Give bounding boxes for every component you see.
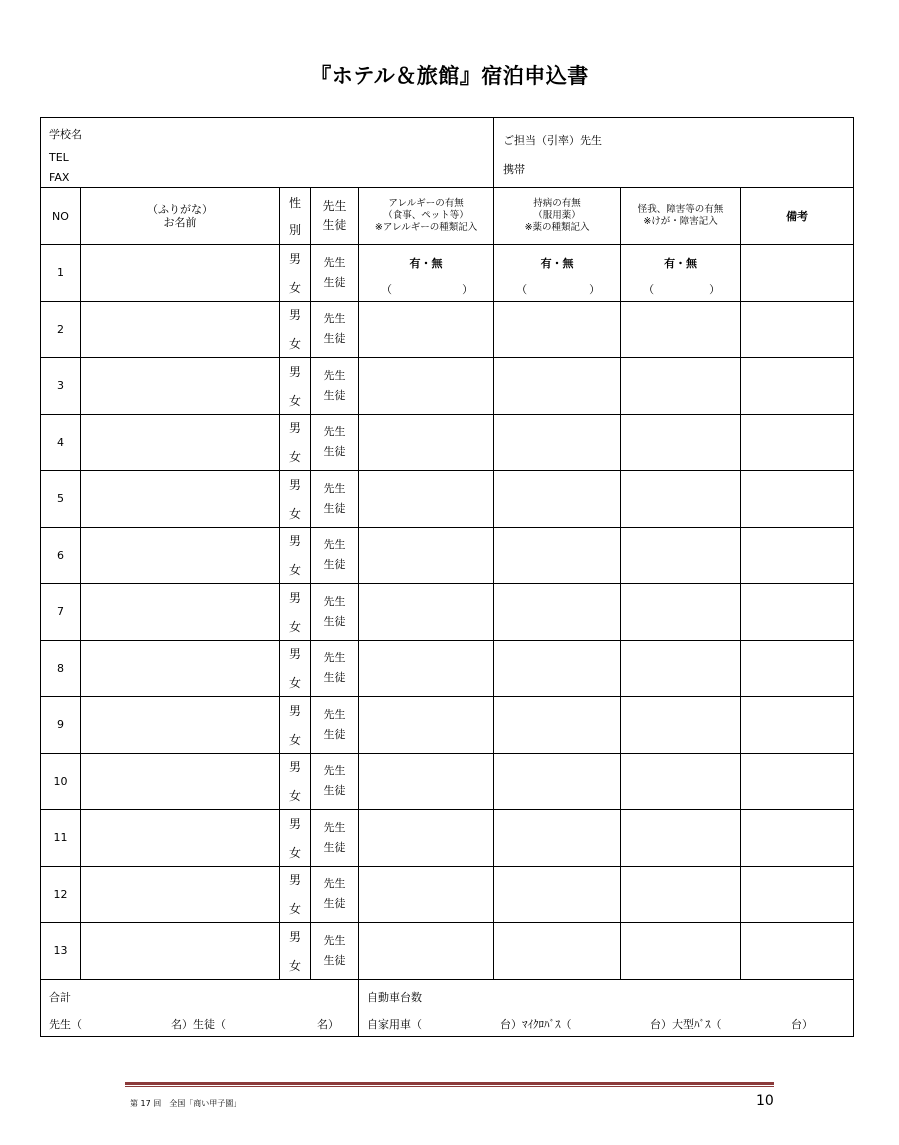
- sex-cell[interactable]: [280, 358, 311, 415]
- allergy-cell[interactable]: [359, 923, 494, 980]
- row-number: 7: [41, 584, 81, 641]
- role-cell[interactable]: [311, 810, 359, 867]
- row-number: 9: [41, 697, 81, 754]
- illness-paren-close: ）: [589, 283, 601, 297]
- name-cell[interactable]: [81, 753, 280, 810]
- sex-female[interactable]: 女: [288, 280, 301, 295]
- footer-event-name: 第 17 回 全国「商い甲子園」: [130, 1099, 242, 1108]
- injury-title: 怪我、障害等の有無: [637, 204, 724, 215]
- remarks-cell[interactable]: [741, 245, 854, 302]
- remarks-cell[interactable]: [741, 640, 854, 697]
- entry-rows: [41, 245, 854, 980]
- sex-cell[interactable]: [280, 810, 311, 867]
- illness-cell[interactable]: [494, 866, 621, 923]
- name-cell[interactable]: [81, 697, 280, 754]
- allergy-cell[interactable]: [359, 810, 494, 867]
- sex-cell[interactable]: [280, 753, 311, 810]
- illness-cell[interactable]: [494, 245, 621, 302]
- sex-female[interactable]: 女: [288, 619, 301, 634]
- injury-cell[interactable]: [621, 810, 741, 867]
- sex-female[interactable]: 女: [288, 337, 301, 352]
- table-row: [41, 301, 854, 358]
- footer-rule-thin: [125, 1086, 774, 1087]
- role-teacher[interactable]: 先生: [323, 651, 346, 665]
- allergy-cell[interactable]: [359, 414, 494, 471]
- table-row: [41, 358, 854, 415]
- injury-paren-open: （: [643, 283, 655, 297]
- mobile-label: 携帯: [503, 163, 526, 176]
- header-furigana: （ふりがな）: [147, 203, 213, 216]
- sex-cell[interactable]: [280, 584, 311, 641]
- sex-cell[interactable]: [280, 640, 311, 697]
- name-cell[interactable]: [81, 301, 280, 358]
- header-injury: [621, 188, 741, 245]
- sex-cell[interactable]: [280, 866, 311, 923]
- name-cell[interactable]: [81, 640, 280, 697]
- footer-rule-thick: [125, 1082, 774, 1085]
- table-row: [41, 640, 854, 697]
- sex-cell[interactable]: [280, 923, 311, 980]
- name-cell[interactable]: [81, 584, 280, 641]
- illness-cell[interactable]: [494, 697, 621, 754]
- row-number: 2: [41, 301, 81, 358]
- remarks-cell[interactable]: [741, 923, 854, 980]
- injury-cell[interactable]: [621, 414, 741, 471]
- header-sex-2: 別: [288, 223, 301, 237]
- allergy-cell[interactable]: [359, 640, 494, 697]
- name-cell[interactable]: [81, 414, 280, 471]
- sex-male[interactable]: 男: [288, 647, 301, 662]
- injury-cell[interactable]: [621, 866, 741, 923]
- name-cell[interactable]: [81, 471, 280, 528]
- sex-male[interactable]: 男: [288, 534, 301, 549]
- sex-female[interactable]: 女: [288, 845, 301, 860]
- vehicle-count-cell[interactable]: [359, 979, 854, 1036]
- illness-cell[interactable]: [494, 640, 621, 697]
- illness-cell[interactable]: [494, 414, 621, 471]
- row-number: 6: [41, 527, 81, 584]
- injury-cell[interactable]: [621, 527, 741, 584]
- microbus-label: 台）ﾏｲｸﾛﾊﾞｽ（: [500, 1017, 572, 1031]
- sex-male[interactable]: 男: [288, 308, 301, 323]
- illness-title: 持病の有無: [533, 198, 581, 209]
- name-cell[interactable]: [81, 245, 280, 302]
- allergy-title: アレルギーの有無: [388, 198, 464, 209]
- illness-sub: （服用薬）: [533, 210, 581, 221]
- table-row: [41, 810, 854, 867]
- teacher-count-label: 先生（: [49, 1017, 82, 1031]
- illness-cell[interactable]: [494, 753, 621, 810]
- injury-yes-no: 有・無: [664, 257, 698, 271]
- allergy-yes-no: 有・無: [409, 257, 443, 271]
- sex-female[interactable]: 女: [288, 958, 301, 973]
- sex-male[interactable]: 男: [288, 477, 301, 492]
- role-cell[interactable]: [311, 753, 359, 810]
- sex-cell[interactable]: [280, 527, 311, 584]
- table-row: [41, 245, 854, 302]
- sex-male[interactable]: 男: [288, 873, 301, 888]
- row-number: 5: [41, 471, 81, 528]
- row-number: 3: [41, 358, 81, 415]
- illness-yes-no: 有・無: [540, 257, 574, 271]
- private-car-label: 自家用車（: [367, 1017, 422, 1031]
- role-teacher[interactable]: 先生: [323, 764, 346, 778]
- allergy-cell[interactable]: [359, 584, 494, 641]
- illness-cell[interactable]: [494, 358, 621, 415]
- role-cell[interactable]: [311, 301, 359, 358]
- allergy-note: ※アレルギーの種類記入: [374, 222, 478, 233]
- role-teacher[interactable]: 先生: [323, 594, 346, 608]
- injury-cell[interactable]: [621, 358, 741, 415]
- role-teacher[interactable]: 先生: [323, 933, 346, 947]
- form-title: 『ホテル＆旅館』宿泊申込書: [310, 64, 589, 88]
- row-number: 8: [41, 640, 81, 697]
- allergy-sub: （食事、ペット等）: [383, 210, 469, 221]
- teacher-in-charge-label: ご担当（引率）先生: [503, 134, 603, 147]
- injury-cell[interactable]: [621, 753, 741, 810]
- application-table: [40, 117, 854, 1037]
- role-teacher[interactable]: 先生: [323, 820, 346, 834]
- illness-note: ※薬の種類記入: [524, 222, 590, 233]
- header-illness: [494, 188, 621, 245]
- allergy-cell[interactable]: [359, 753, 494, 810]
- role-teacher[interactable]: 先生: [323, 425, 346, 439]
- role-teacher[interactable]: 先生: [323, 368, 346, 382]
- remarks-cell[interactable]: [741, 753, 854, 810]
- role-student[interactable]: 生徒: [323, 332, 346, 346]
- injury-cell[interactable]: [621, 471, 741, 528]
- row-number: 13: [41, 923, 81, 980]
- remarks-cell[interactable]: [741, 810, 854, 867]
- illness-paren-open: （: [516, 283, 528, 297]
- role-cell[interactable]: [311, 414, 359, 471]
- header-role: [311, 188, 359, 245]
- role-student[interactable]: 生徒: [323, 558, 346, 572]
- tel-label: TEL: [49, 151, 69, 164]
- table-row: [41, 753, 854, 810]
- sex-male[interactable]: 男: [288, 590, 301, 605]
- large-bus-label: 台）大型ﾊﾞｽ（: [650, 1017, 722, 1031]
- allergy-cell[interactable]: [359, 697, 494, 754]
- sex-male[interactable]: 男: [288, 421, 301, 436]
- student-count-label: 名）生徒（: [171, 1017, 226, 1031]
- sex-male[interactable]: 男: [288, 760, 301, 775]
- sex-female[interactable]: 女: [288, 450, 301, 465]
- sex-female[interactable]: 女: [288, 563, 301, 578]
- role-cell[interactable]: [311, 584, 359, 641]
- table-row: [41, 414, 854, 471]
- allergy-paren-close: ）: [462, 283, 474, 297]
- school-name-label: 学校名: [49, 128, 82, 141]
- table-row: [41, 923, 854, 980]
- row-number: 12: [41, 866, 81, 923]
- fax-label: FAX: [49, 171, 70, 184]
- illness-cell[interactable]: [494, 527, 621, 584]
- injury-note: ※けが・障害記入: [643, 216, 718, 227]
- sex-female[interactable]: 女: [288, 506, 301, 521]
- table-row: [41, 527, 854, 584]
- sex-cell[interactable]: [280, 245, 311, 302]
- role-cell[interactable]: [311, 923, 359, 980]
- name-cell[interactable]: [81, 358, 280, 415]
- sex-male[interactable]: 男: [288, 929, 301, 944]
- header-role-student: 生徒: [322, 218, 347, 232]
- illness-cell[interactable]: [494, 301, 621, 358]
- illness-cell[interactable]: [494, 923, 621, 980]
- name-cell[interactable]: [81, 810, 280, 867]
- injury-cell[interactable]: [621, 923, 741, 980]
- allergy-cell[interactable]: [359, 527, 494, 584]
- allergy-cell[interactable]: [359, 471, 494, 528]
- role-student[interactable]: 生徒: [323, 671, 346, 685]
- allergy-paren-open: （: [381, 283, 392, 297]
- injury-cell[interactable]: [621, 584, 741, 641]
- sex-female[interactable]: 女: [288, 732, 301, 747]
- role-cell[interactable]: [311, 527, 359, 584]
- role-teacher[interactable]: 先生: [323, 481, 346, 495]
- header-role-teacher: 先生: [322, 199, 347, 213]
- role-student[interactable]: 生徒: [323, 897, 346, 911]
- name-cell[interactable]: [81, 923, 280, 980]
- sex-cell[interactable]: [280, 414, 311, 471]
- header-no: NO: [41, 188, 81, 245]
- total-persons-cell[interactable]: [41, 979, 359, 1036]
- allergy-cell[interactable]: [359, 301, 494, 358]
- remarks-cell[interactable]: [741, 866, 854, 923]
- remarks-cell[interactable]: [741, 697, 854, 754]
- role-student[interactable]: 生徒: [323, 953, 346, 967]
- student-count-end: 名）: [317, 1017, 339, 1031]
- role-teacher[interactable]: 先生: [323, 538, 346, 552]
- header-remarks: 備考: [741, 188, 854, 245]
- illness-cell[interactable]: [494, 810, 621, 867]
- row-number: 4: [41, 414, 81, 471]
- remarks-cell[interactable]: [741, 471, 854, 528]
- role-student[interactable]: 生徒: [323, 501, 346, 515]
- remarks-cell[interactable]: [741, 527, 854, 584]
- row-number: 1: [41, 245, 81, 302]
- injury-cell[interactable]: [621, 697, 741, 754]
- vehicle-count-label: 自動車台数: [367, 990, 422, 1004]
- sex-cell[interactable]: [280, 697, 311, 754]
- role-student[interactable]: 生徒: [323, 388, 346, 402]
- table-row: [41, 584, 854, 641]
- role-student[interactable]: 生徒: [323, 445, 346, 459]
- allergy-cell[interactable]: [359, 866, 494, 923]
- injury-cell[interactable]: [621, 245, 741, 302]
- header-name: [81, 188, 280, 245]
- illness-cell[interactable]: [494, 471, 621, 528]
- role-student[interactable]: 生徒: [323, 275, 346, 289]
- role-cell[interactable]: [311, 358, 359, 415]
- sex-female[interactable]: 女: [288, 789, 301, 804]
- row-number: 11: [41, 810, 81, 867]
- role-teacher[interactable]: 先生: [323, 312, 346, 326]
- allergy-cell[interactable]: [359, 245, 494, 302]
- remarks-cell[interactable]: [741, 414, 854, 471]
- injury-cell[interactable]: [621, 301, 741, 358]
- role-cell[interactable]: [311, 245, 359, 302]
- sex-male[interactable]: 男: [288, 703, 301, 718]
- sex-male[interactable]: 男: [288, 364, 301, 379]
- role-student[interactable]: 生徒: [323, 784, 346, 798]
- role-cell[interactable]: [311, 697, 359, 754]
- table-row: [41, 697, 854, 754]
- sex-cell[interactable]: [280, 471, 311, 528]
- role-cell[interactable]: [311, 640, 359, 697]
- remarks-cell[interactable]: [741, 358, 854, 415]
- injury-cell[interactable]: [621, 640, 741, 697]
- sex-cell[interactable]: [280, 301, 311, 358]
- name-cell[interactable]: [81, 527, 280, 584]
- table-row: [41, 471, 854, 528]
- bus-unit-end: 台）: [791, 1017, 813, 1031]
- header-allergy: [359, 188, 494, 245]
- table-row: [41, 866, 854, 923]
- role-cell[interactable]: [311, 866, 359, 923]
- remarks-cell[interactable]: [741, 301, 854, 358]
- header-sex-1: 性: [288, 196, 301, 210]
- teacher-info-cell[interactable]: [494, 118, 854, 188]
- header-sex: [280, 188, 311, 245]
- role-teacher[interactable]: 先生: [323, 707, 346, 721]
- role-cell[interactable]: [311, 471, 359, 528]
- header-name-label: お名前: [163, 216, 197, 229]
- role-student[interactable]: 生徒: [323, 727, 346, 741]
- page-number: 10: [756, 1093, 774, 1109]
- allergy-cell[interactable]: [359, 358, 494, 415]
- sex-female[interactable]: 女: [288, 902, 301, 917]
- role-teacher[interactable]: 先生: [323, 877, 346, 891]
- remarks-cell[interactable]: [741, 584, 854, 641]
- role-student[interactable]: 生徒: [323, 840, 346, 854]
- role-teacher[interactable]: 先生: [323, 255, 346, 269]
- sex-female[interactable]: 女: [288, 393, 301, 408]
- row-number: 10: [41, 753, 81, 810]
- sex-female[interactable]: 女: [288, 676, 301, 691]
- role-student[interactable]: 生徒: [323, 614, 346, 628]
- illness-cell[interactable]: [494, 584, 621, 641]
- name-cell[interactable]: [81, 866, 280, 923]
- sex-male[interactable]: 男: [288, 251, 301, 266]
- school-info-cell[interactable]: [41, 118, 494, 188]
- injury-paren-close: ）: [709, 283, 721, 297]
- total-label: 合計: [49, 990, 71, 1004]
- sex-male[interactable]: 男: [288, 816, 301, 831]
